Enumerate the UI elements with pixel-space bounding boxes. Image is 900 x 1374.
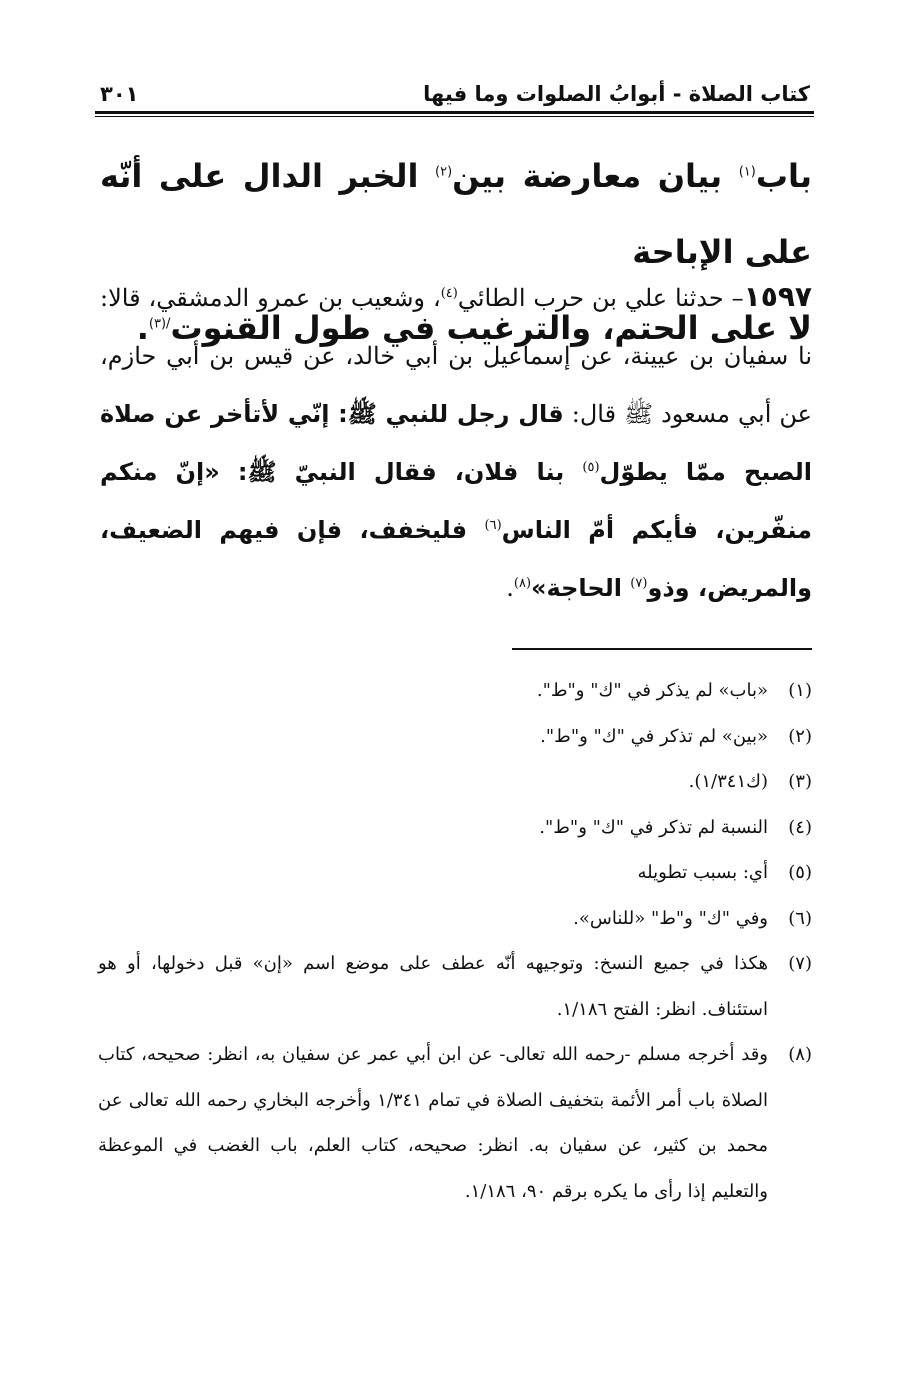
- footnote-ref: (٦): [484, 518, 502, 533]
- footnote-text: وفي "ك" و"ط" «للناس».: [573, 907, 768, 929]
- footnote-number: (٢): [788, 725, 812, 747]
- footnote-text: هكذا في جميع النسخ: وتوجيهه أنّه عطف على موضع اسم «إن» قبل دخولها، أو هو استئناف. انظر: الفتح ١/١٨٦.: [98, 953, 768, 1020]
- footnote-text: أي: بسبب تطويله: [637, 862, 768, 883]
- hadith-matn: الحاجة»: [531, 574, 631, 602]
- header-rule-thin: [95, 116, 814, 117]
- footnote-number: (٤): [788, 816, 812, 838]
- footnote-text: (ك١/٣٤١).: [688, 771, 768, 792]
- footnote-number: (٧): [788, 953, 812, 974]
- footnote-number: (٦): [788, 907, 812, 929]
- footnote-item: [98, 850, 812, 896]
- hadith-end: .: [506, 574, 514, 602]
- footnote-item: [98, 668, 812, 714]
- hadith-matn: بنا فلان، فقال النبيّ ﷺ: «إنّ منكم منفّرين، فأيكم أمّ الناس: [100, 458, 812, 544]
- chapter-title-text: .: [136, 309, 149, 347]
- chapter-title-text: الخبر الدال على أنّه على الإباحة: [100, 157, 812, 271]
- footnote-number: (٨): [788, 1044, 812, 1065]
- hadith-paragraph: [100, 268, 812, 617]
- hadith-matn: قال رجل للنبي ﷺ: إنّي لأتأخر عن صلاة الصبح ممّا يطوّل: [100, 400, 812, 486]
- running-header: [100, 62, 810, 110]
- footnote-ref: (٥): [582, 460, 600, 475]
- footnotes-list: [98, 668, 812, 1214]
- chapter-title-line-1: [100, 157, 812, 271]
- footnote-ref: (١): [738, 164, 756, 180]
- hadith-intro: – حدثنا علي بن حرب الطائي: [457, 284, 744, 312]
- chapter-title-text: بيان معارضة بين: [452, 157, 739, 195]
- chapter-title-text: باب: [755, 157, 813, 195]
- footnote-text: «باب» لم يذكر في "ك" و"ط".: [536, 680, 768, 701]
- footnote-ref: (٧): [630, 576, 648, 591]
- footnote-item: [98, 896, 812, 942]
- page-number: ٣٠١: [100, 82, 139, 106]
- header-rule: [95, 111, 814, 114]
- footnote-item: [98, 1032, 812, 1214]
- footnote-number: (٥): [788, 862, 812, 883]
- footnote-text: وقد أخرجه مسلم -رحمه الله تعالى- عن ابن أبي عمر عن سفيان به، انظر: صحيحه، كتاب الصلاة باب أمر الأئمة بتخفيف الصلاة في تمام ١/٣٤١ وأخرجه البخاري رحمه الله تعالى عن محمد بن كثير، عن سفيان به. انظر: صحيحه، كتاب العلم، باب الغضب في الموعظة والتعليم إذا رأى ما يكره برقم ٩٠، ١/١٨٦.: [98, 1044, 768, 1202]
- hadith-chain: ، وشعيب بن عمرو الدمشقي، قالا: نا سفيان بن عيينة، عن إسماعيل بن أبي خالد، عن قيس بن أبي حازم، عن أبي مسعود ﷺ قال:: [100, 284, 813, 428]
- footnote-ref: /(٣): [148, 316, 171, 332]
- footnote-separator: [512, 648, 812, 650]
- footnote-ref: (٨): [513, 576, 532, 591]
- footnote-item: [98, 941, 812, 1032]
- footnote-item: [98, 759, 812, 805]
- footnote-number: (٣): [788, 771, 812, 792]
- footnote-item: [98, 805, 812, 851]
- footnote-item: [98, 714, 812, 760]
- footnote-ref: (٢): [435, 164, 453, 180]
- chapter-title-text: لا على الحتم، والترغيب في طول القنوت: [170, 309, 812, 347]
- footnote-ref: (٤): [440, 286, 458, 301]
- header-title: كتاب الصلاة - أبوابُ الصلوات وما فيها: [423, 82, 810, 106]
- footnote-text: «بين» لم تذكر في "ك" و"ط".: [540, 725, 768, 747]
- footnote-number: (١): [788, 680, 812, 701]
- footnote-text: النسبة لم تذكر في "ك" و"ط".: [539, 816, 768, 838]
- hadith-number: ١٥٩٧: [743, 280, 812, 313]
- hadith-matn: فليخفف، فإن فيهم الضعيف، والمريض، وذو: [100, 516, 812, 602]
